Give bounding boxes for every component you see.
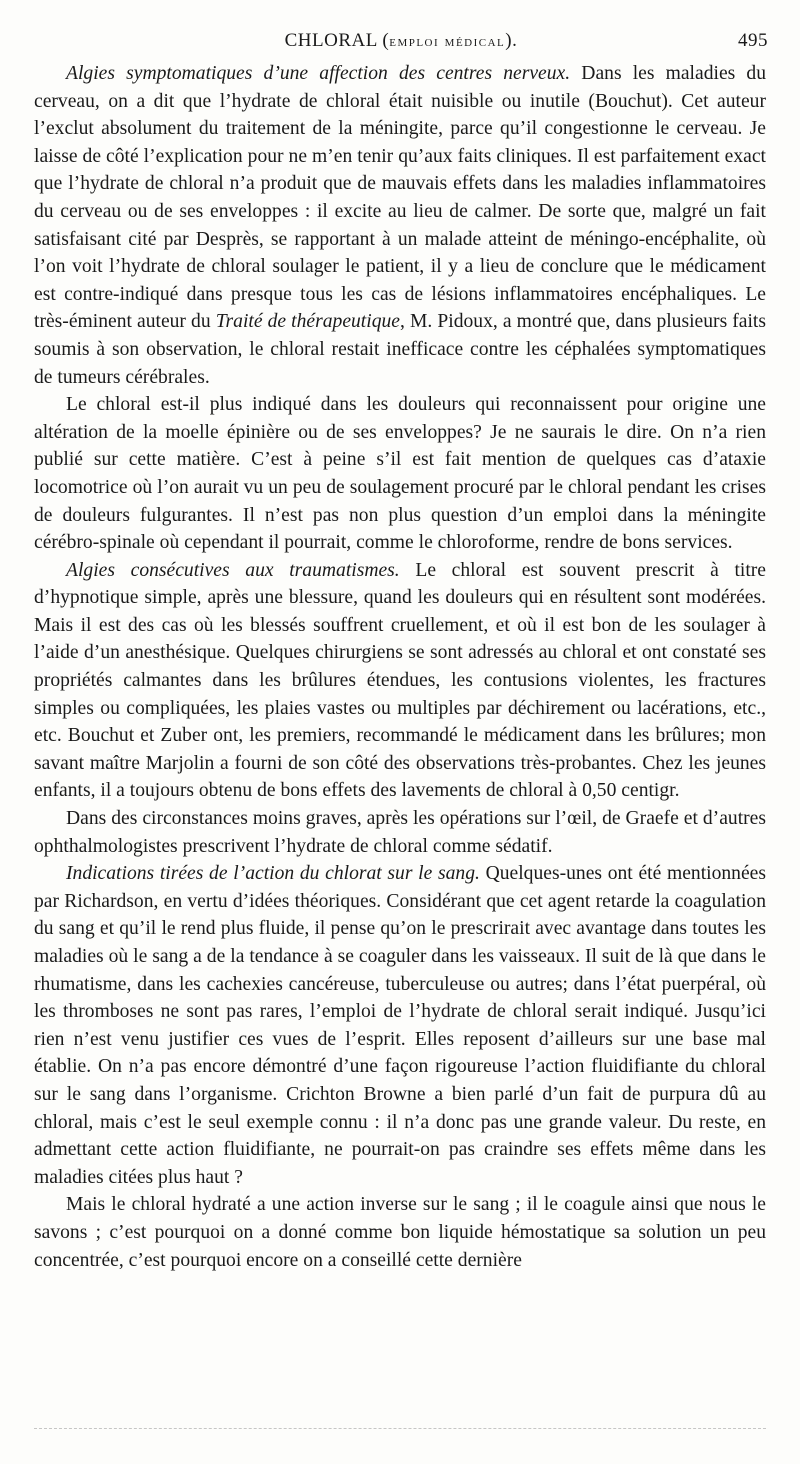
title-main: CHLORAL ( [284, 30, 390, 51]
paragraph-algies-centres-nerveux [34, 60, 766, 391]
paragraph-action-sang [34, 860, 766, 1191]
paragraph-text: , M. Pidoux, a montré que, dans plusieurs faits soumis à son observation, le chloral restait inefficace contre les céphalées symptomatiques de tumeurs cérébrales. [34, 311, 766, 388]
page-body [34, 60, 766, 1274]
running-header [34, 30, 768, 56]
paragraph-text: Mais le chloral hydraté a une action inverse sur le sang ; il le coagule ainsi que nous le savons ; c’est pourquoi on a donné comme bon liquide hémostatique sa solution un peu concentrée, c’est pourquoi encore on a conseillé cette dernière [34, 1194, 766, 1271]
paragraph-text: Dans des circonstances moins graves, après les opérations sur l’œil, de Graefe et d’autres ophthalmologistes prescrivent l’hydrate de chloral comme sédatif. [34, 808, 766, 857]
paragraph-text: Le chloral est souvent prescrit à titre d’hypnotique simple, après une blessure, quand les douleurs qui en résultent sont modérées. Mais il est des cas où les blessés souffrent cruellement, et où il est bon de les soulager à l’aide d’un anesthésique. Quelques chirurgiens se sont adressés au chloral et ont constaté ses propriétés calmantes dans les brûlures étendues, les contusions violentes, les fractures simples ou compliquées, les plaies vastes ou multiples par déchirement ou lacérations, etc., etc. Bouchut et Zuber ont, les premiers, recommandé le médicament dans les brûlures; mon savant maître Marjolin a fourni de son côté des observations très-probantes. Chez les jeunes enfants, il a toujours obtenu de bons effets des lavements de chloral à 0,50 centigr. [34, 559, 766, 802]
section-heading: Algies symptomatiques d’une affection des centres nerveux. [66, 63, 571, 84]
paragraph-text: Quelques-unes ont été mentionnées par Richardson, en vertu d’idées théoriques. Considérant que cet agent retarde la coagulation du sang et qu’il le rend plus fluide, il pense qu’on le prescrirait avec avantage dans toutes les maladies où le sang a de la tendance à se coaguler dans les vaisseaux. Il suit de là que dans le rhumatisme, dans les cachexies cancéreuse, tuberculeuse ou autres; dans l’état puerpéral, où les thromboses ne sont pas rares, l’emploi de l’hydrate de chloral serait indiqué. Jusqu’ici rien n’est venu justifier ces vues de l’esprit. Elles reposent d’ailleurs sur une base mal établie. On n’a pas encore démontré d’une façon rigoureuse l’action fluidifiante du chloral sur le sang dans l’organisme. Crichton Browne a bien parlé d’un fait de purpura dû au chloral, mais c’est le seul exemple connu : il n’a donc pas une grande valeur. Du reste, en admettant cette action fluidifiante, ne pourrait-on pas craindre ses effets même dans les maladies citées plus haut ? [34, 863, 766, 1188]
title-small-caps: emploi médical [389, 33, 506, 50]
paragraph-algies-traumatismes [34, 557, 766, 805]
book-title-reference: Traité de thérapeutique [215, 311, 400, 333]
paragraph-operations-oeil [34, 805, 766, 860]
section-heading: Algies consécutives aux traumatismes. [66, 559, 400, 581]
running-title [34, 30, 768, 52]
page-number: 495 [738, 30, 768, 51]
paragraph-moelle-epiniere [34, 391, 766, 557]
title-end: ). [505, 30, 518, 51]
section-heading: Indications tirées de l’action du chlorat sur le sang. [66, 863, 480, 885]
paragraph-text: Le chloral est-il plus indiqué dans les douleurs qui reconnaissent pour origine une altération de la moelle épinière ou de ses enveloppes? Je ne saurais le dire. On n’a rien publié sur cette matière. C’est à peine s’il est fait mention de quelques cas d’ataxie locomotrice où l’on aurait vu un peu de soulagement procuré par le chloral pendant les crises de douleurs fulgurantes. Il n’est pas non plus question d’un emploi dans la méningite cérébro-spinale où cependant il pourrait, comme le chloroforme, rendre de bons services. [34, 394, 766, 554]
paragraph-text: Dans les maladies du cerveau, on a dit que l’hydrate de chloral était nuisible ou inutile (Bouchut). Cet auteur l’exclut absolument du traitement de la méningite, parce qu’il congestionne le cerveau. Je laisse de côté l’explication pour ne m’en tenir qu’aux faits cliniques. Il est parfaitement exact que l’hydrate de chloral n’a produit que de mauvais effets dans les maladies inflammatoires du cerveau ou de ses enveloppes : il excite au lieu de calmer. De sorte que, malgré un fait satisfaisant cité par Desprès, se rapportant à un malade atteint de méningo-encéphalite, où l’on voit l’hydrate de chloral soulager le patient, il y a lieu de conclure que le médicament est contre-indiqué dans presque tous les cas de lésions inflammatoires encéphaliques. Le très-éminent auteur du [34, 63, 766, 333]
page-bottom-rule [34, 1428, 766, 1429]
paragraph-hemostatique [34, 1191, 766, 1274]
